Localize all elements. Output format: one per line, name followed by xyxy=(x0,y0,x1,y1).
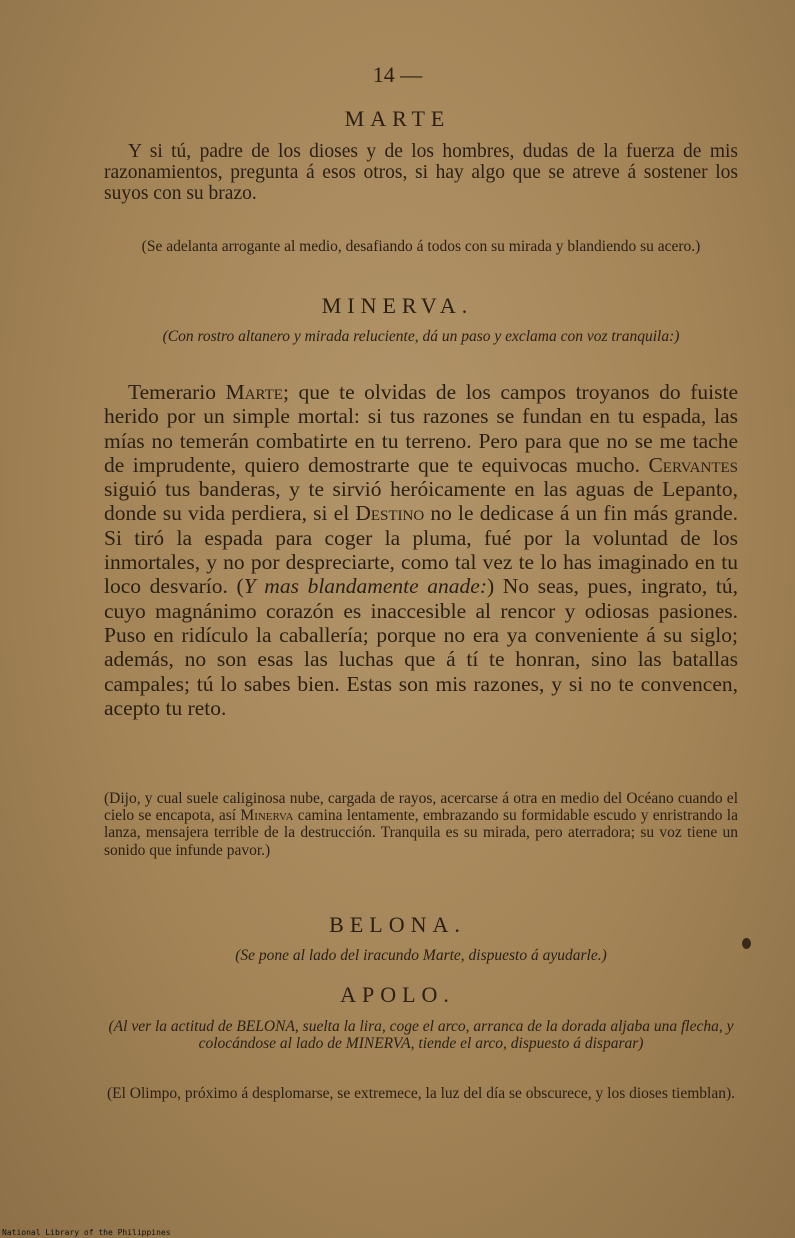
name-cervantes: Cervantes xyxy=(648,452,738,477)
speech-text: siguió tus banderas, y te sirvió heróicamente en las aguas de Lepanto, donde su vida perdiera, si el xyxy=(104,477,738,526)
speech-text: no le dedicase á un fin más grande. Si tiró la espada para coger la pluma, fué por la voluntad de los inmortales, y no por despreciarte, como tal vez te lo has imaginado en tu loco desvarío. ( xyxy=(104,501,738,599)
stage-text: , suelta la lira, coge el arco, arranca de la dorada aljaba una flecha, y colocándose al lado de xyxy=(198,1018,734,1053)
apolo-stage-direction xyxy=(104,1018,738,1052)
name-minerva: MINERVA xyxy=(345,1035,411,1053)
minerva-stage-direction-2 xyxy=(104,790,738,859)
speaker-heading-marte: MARTE xyxy=(344,106,451,131)
stage-text: (Dijo, y cual suele caliginosa nube, cargada de rayos, acercarse á otra en medio del Océano cuando el cielo se encapota, así xyxy=(104,790,738,825)
speaker-heading-belona: BELONA. xyxy=(329,912,466,937)
marte-stage-direction: (Se adelanta arrogante al medio, desafiando á todos con su mirada y blandiendo su acero.) xyxy=(141,238,701,255)
belona-stage-direction: (Se pone al lado del iracundo Marte, dispuesto á ayudarle.) xyxy=(235,947,607,964)
speaker-heading-apolo: APOLO. xyxy=(340,982,455,1007)
minerva-stage-direction: (Con rostro altanero y mirada reluciente, dá un paso y exclama con voz tranquila:) xyxy=(162,328,680,345)
name-marte: Marte xyxy=(225,380,283,404)
stage-text: , tiende el arco, dispuesto á disparar) xyxy=(410,1035,644,1053)
library-footer: National Library of the Philippines xyxy=(2,1228,171,1237)
stage-text: (Al ver la actitud de xyxy=(108,1018,237,1035)
name-destino: Destino xyxy=(355,501,425,526)
name-minerva: Minerva xyxy=(240,807,294,825)
stage-text: camina lentamente, embrazando su formidable escudo y enristrando la lanza, mensajera terrible de la destrucción. Tranquila es su mirada, pero aterradora; su voz tiene un sonido que infunde pavor.) xyxy=(104,807,738,859)
minerva-speech xyxy=(104,380,738,720)
page-number: 14 — xyxy=(372,62,423,87)
speaker-heading-minerva: MINERVA. xyxy=(321,293,474,318)
ink-spot xyxy=(742,938,751,949)
final-stage-direction: (El Olimpo, próximo á desplomarse, se extremece, la luz del día se obscurece, y los dioses tiemblan). xyxy=(107,1085,735,1102)
speech-text: ) No seas, pues, ingrato, tú, cuyo magnánimo corazón es inaccesible al rencor y odiosas pasiones. Puso en ridículo la caballería; porque no era ya conveniente á su siglo; además, no son esas las luchas que á tí te honran, sino las batallas campales; tú lo sabes bien. Estas son mis razones, y si no te convencen, acepto tu reto. xyxy=(104,574,738,720)
speech-text: Temerario xyxy=(128,380,226,404)
name-belona: BELONA xyxy=(236,1018,295,1035)
aside-direction: Y mas blandamente anade: xyxy=(243,574,487,599)
speech-text: ; que te olvidas de los campos troyanos do fuiste herido por un simple mortal: si tus razones se fundan en tu espada, las mías no temerán combatirte en tu terreno. Pero para que no se me tache de imprudente, quiero demostrarte que te equivocas mucho. xyxy=(104,380,738,477)
marte-speech: Y si tú, padre de los dioses y de los hombres, dudas de la fuerza de mis razonamientos, pregunta á esos otros, si hay algo que se atreve á sostener los suyos con su brazo. xyxy=(104,141,738,205)
